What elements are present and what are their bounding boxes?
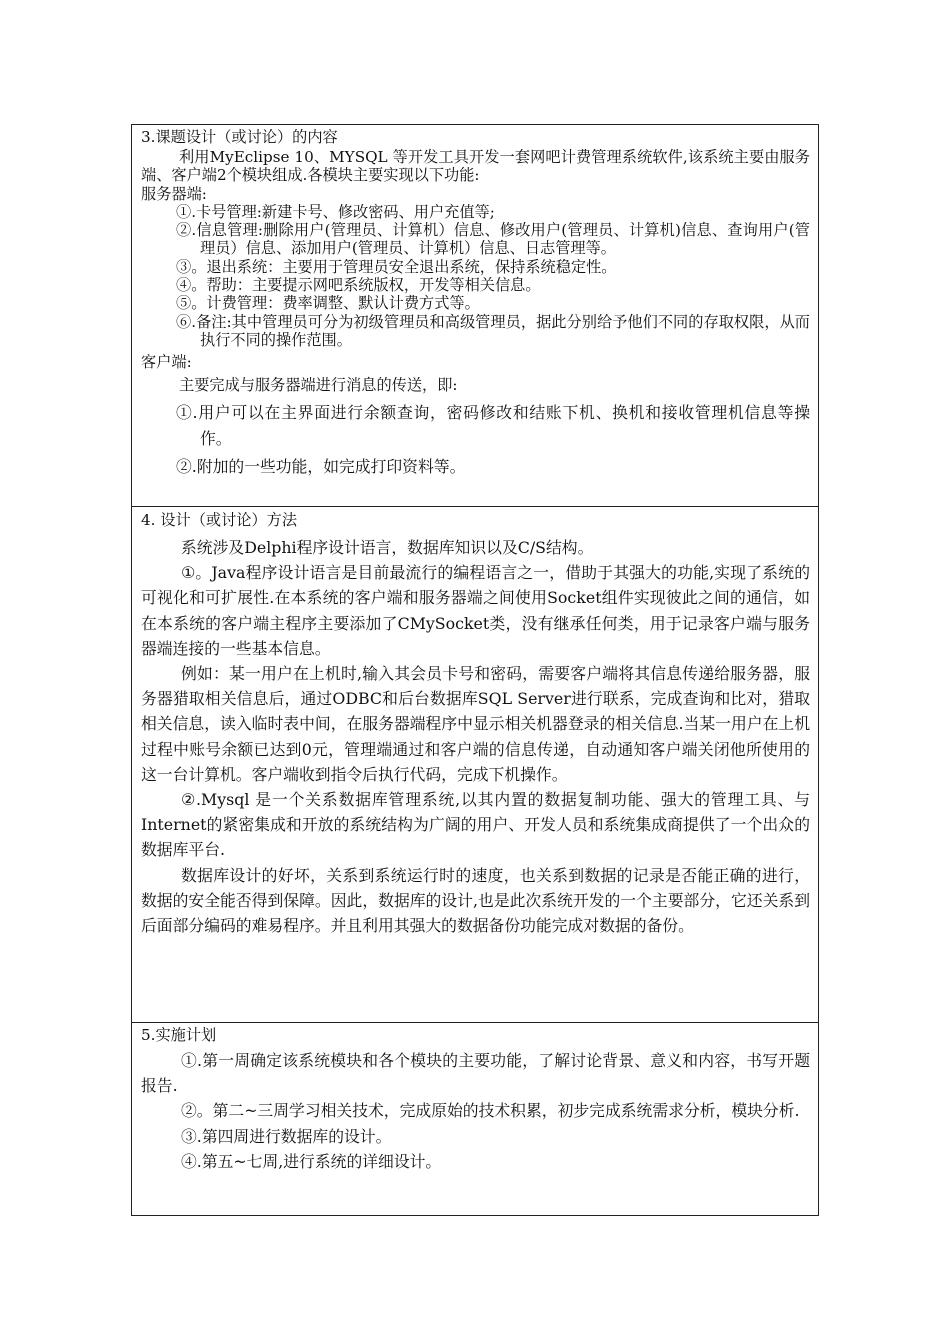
section-4-paragraph: ②.Mysql 是一个关系数据库管理系统,以其内置的数据复制功能、强大的管理工具、与Internet的紧密集成和开放的系统结构为广阔的用户、开发人员和系统集成商提供了一个出众的数据库平台. (141, 790, 810, 860)
section-4-paragraph: 例如：某一用户在上机时,输入其会员卡号和密码，需要客户端将其信息传递给服务器，服务器猎取相关信息后，通过ODBC和后台数据库SQL Server进行联系，完成查询和比对，猎取相关信息，读入临时表中间，在服务器端程序中显示相关机器登录的相关信息.当某一用户在上机过程中账号余额已达到0元，管理端通过和客户端的信息传递，自动通知客户端关闭他所使用的这一台计算机。客户端收到指令后执行代码，完成下机操作。 (141, 664, 810, 784)
client-item-1: ①.用户可以在主界面进行余额查询，密码修改和结账下机、换机和接收管理机信息等操作。 (176, 402, 810, 448)
client-item-2: ②.附加的一些功能，如完成打印资料等。 (176, 456, 466, 476)
report-table (131, 124, 819, 1216)
section-4-title: 4. 设计（或讨论）方法 (141, 511, 298, 529)
section-4-paragraph: 数据库设计的好坏，关系到系统运行时的速度，也关系到数据的记录是否能正确的进行，数据的安全能否得到保障。因此，数据库的设计,也是此次系统开发的一个主要部分，它还关系到后面部分编码的难易程序。并且利用其强大的数据备份功能完成对数据的备份。 (141, 865, 810, 936)
plan-item: ①.第一周确定该系统模块和各个模块的主要功能，了解讨论背景、意义和内容，书写开题报告. (141, 1051, 810, 1096)
section-3-cell (132, 125, 818, 507)
server-item-1: ①.卡号管理:新建卡号、修改密码、用户充值等; (176, 202, 495, 221)
plan-item: ④.第五~七周,进行系统的详细设计。 (181, 1151, 442, 1171)
section-4-paragraph: ①。Java程序设计语言是目前最流行的编程语言之一，借助于其强大的功能,实现了系统的可视化和可扩展性.在本系统的客户端和服务器端之间使用Socket组件实现彼此之间的通信，如在本系统的客户端主程序主要添加了CMySocket类，没有继承任何类，用于记录客户端与服务器端连接的一些基本信息。 (141, 563, 810, 658)
server-item-5: ⑤。计费管理：费率调整、默认计费方式等。 (176, 294, 480, 313)
section-5-title: 5.实施计划 (141, 1026, 217, 1044)
server-item-4: ④。帮助：主要提示网吧系统版权，开发等相关信息。 (176, 276, 541, 295)
server-item-6: ⑥.备注:其中管理员可分为初级管理员和高级管理员，据此分别给予他们不同的存取权限，从而执行不同的操作范围。 (176, 312, 810, 349)
client-label: 客户端: (141, 353, 192, 372)
section-5-cell (132, 1023, 818, 1215)
server-item-2: ②.信息管理:删除用户(管理员、计算机）信息、修改用户(管理员、计算机)信息、查询用户(管理员）信息、添加用户(管理员、计算机）信息、日志管理等。 (176, 221, 810, 258)
client-intro: 主要完成与服务器端进行消息的传送，即: (179, 375, 458, 394)
section-3-intro: 利用MyEclipse 10、MYSQL 等开发工具开发一套网吧计费管理系统软件,该系统主要由服务端、客户端2个模块组成.各模块主要实现以下功能: (141, 148, 810, 185)
section-4-paragraph: 系统涉及Delphi程序设计语言，数据库知识以及C/S结构。 (181, 538, 594, 557)
section-4-cell (132, 507, 818, 1023)
section-3-title: 3.课题设计（或讨论）的内容 (141, 128, 338, 146)
plan-item: ③.第四周进行数据库的设计。 (181, 1126, 392, 1146)
plan-item: ②。第二~三周学习相关技术，完成原始的技术积累，初步完成系统需求分析，模块分析. (181, 1101, 800, 1121)
server-item-3: ③。退出系统：主要用于管理员安全退出系统，保持系统稳定性。 (176, 257, 617, 276)
server-label: 服务器端: (141, 184, 207, 203)
